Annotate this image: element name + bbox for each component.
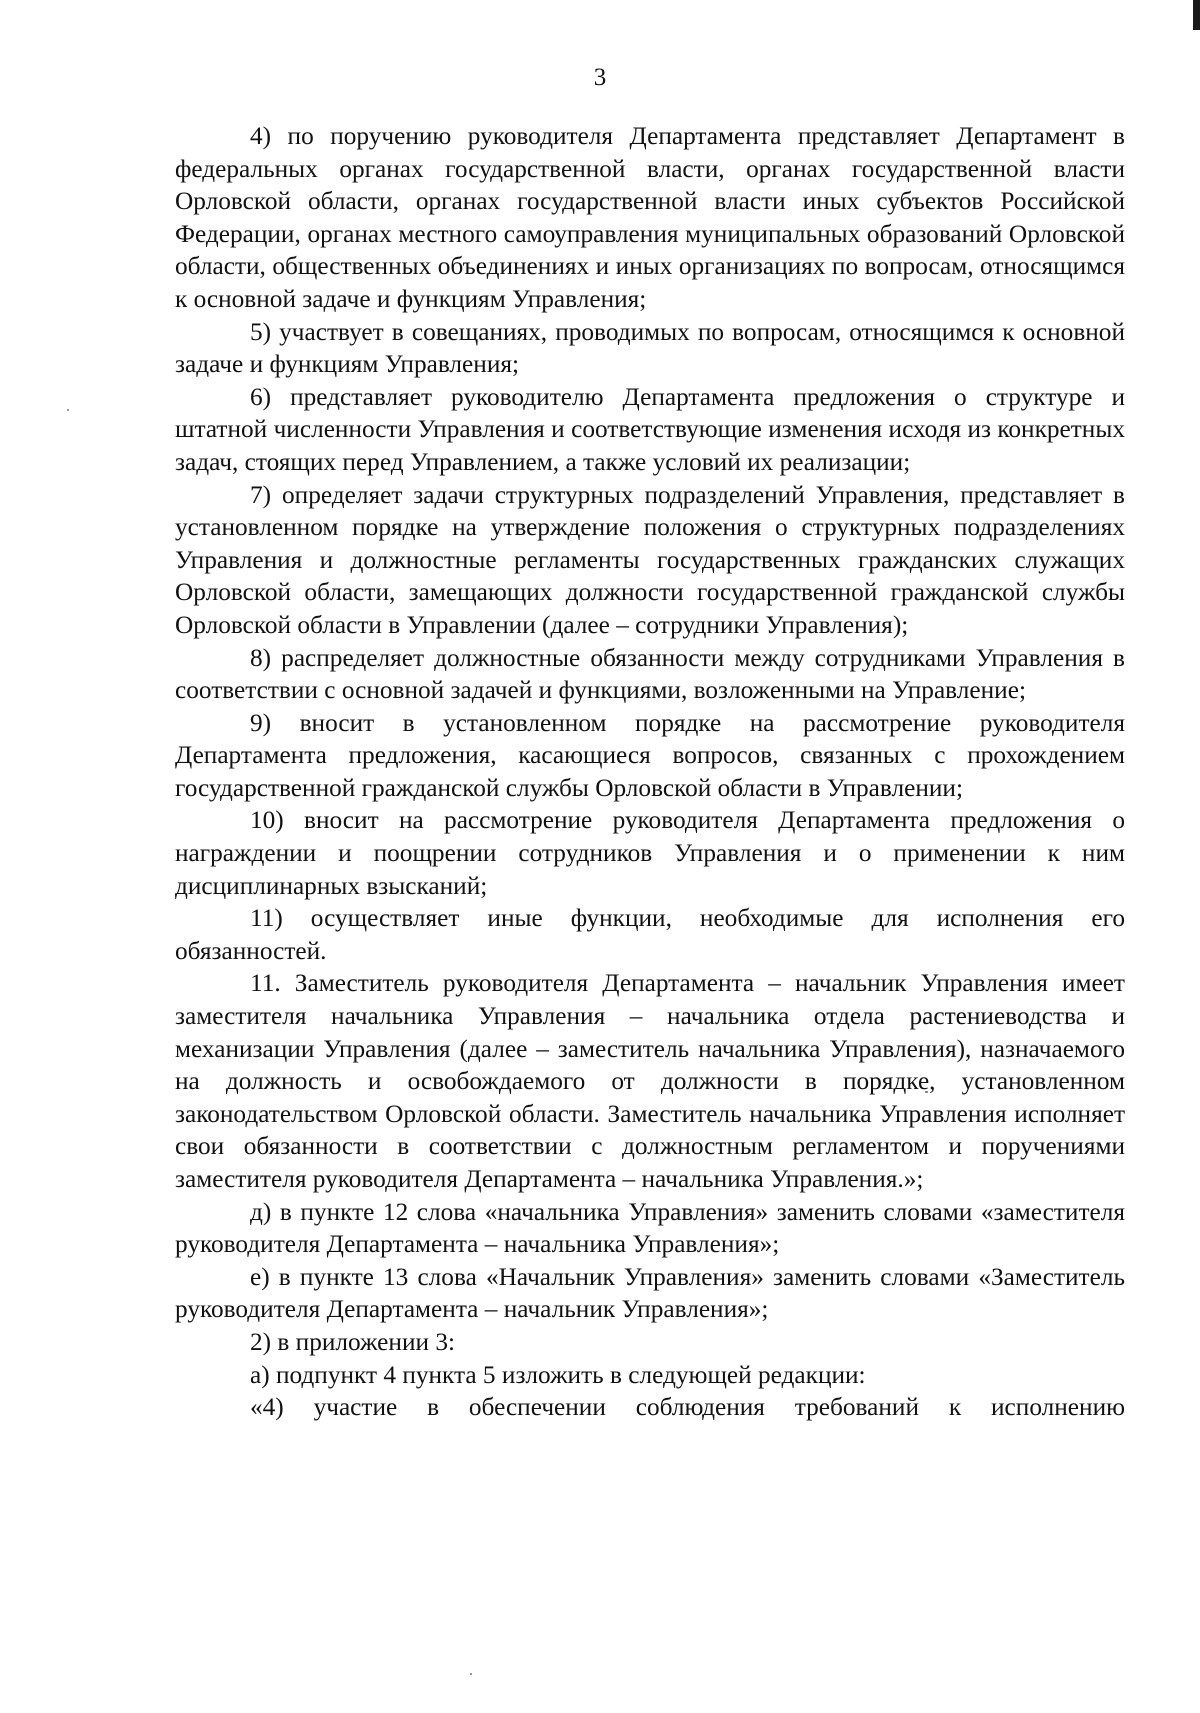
paragraph-item-5: 5) участвует в совещаниях, проводимых по вопросам, относящимся к основной задаче и функциям Управления;: [175, 317, 1125, 379]
paragraph-subclause-a: а) подпункт 4 пункта 5 изложить в следующей редакции:: [250, 1360, 866, 1389]
paragraph-item-6: 6) представляет руководителю Департамента предложения о структуре и штатной численности Управления и соответствующие изменения исходя из конкретных задач, стоящих перед Управлением, а также условий их реализации;: [175, 382, 1125, 476]
paragraph-appendix-3: 2) в приложении 3:: [250, 1327, 456, 1356]
document-body: [175, 120, 1125, 1424]
paragraph-item-4: 4) по поручению руководителя Департамента представляет Департамент в федеральных органах государственной власти, органах государственной власти Орловской области, органах государственной власти иных субъектов Российской Федерации, органах местного самоуправления муниципальных образований Орловской области, общественных объединениях и иных организациях по вопросам, относящимся к основной задаче и функциям Управления;: [175, 122, 1125, 313]
paragraph-item-10: 10) вносит на рассмотрение руководителя Департамента предложения о награждении и поощрении сотрудников Управления и о применении к ним дисциплинарных взысканий;: [175, 806, 1125, 900]
paragraph-subclause-e: е) в пункте 13 слова «Начальник Управления» заменить словами «Заместитель руководителя Департамента – начальник Управления»;: [175, 1262, 1125, 1324]
scan-edge-mark: [1193, 0, 1200, 30]
scan-speck: [67, 409, 69, 411]
paragraph-quoted-item-4: «4) участие в обеспечении соблюдения требований к исполнению: [250, 1393, 1125, 1422]
page-number: 3: [593, 64, 607, 91]
paragraph-clause-11: 11. Заместитель руководителя Департамента – начальник Управления имеет заместителя начальника Управления – начальника отдела растениеводства и механизации Управления (далее – заместитель начальника Управления), назначаемого на должность и освобождаемого от должности в порядке, установленном законодательством Орловской области. Заместитель начальника Управления исполняет свои обязанности в соответствии с должностным регламентом и поручениями заместителя руководителя Департамента – начальника Управления.»;: [175, 969, 1125, 1193]
paragraph-item-8: 8) распределяет должностные обязанности между сотрудниками Управления в соответствии с основной задачей и функциями, возложенными на Управление;: [175, 643, 1125, 705]
paragraph-subclause-d: д) в пункте 12 слова «начальника Управления» заменить словами «заместителя руководителя Департамента – начальника Управления»;: [175, 1197, 1125, 1259]
paragraph-item-11: 11) осуществляет иные функции, необходимые для исполнения его обязанностей.: [175, 904, 1125, 965]
scan-speck: [470, 1673, 472, 1675]
paragraph-item-9: 9) вносит в установленном порядке на рассмотрение руководителя Департамента предложения, касающиеся вопросов, связанных с прохождением государственной гражданской службы Орловской области в Управлении;: [175, 708, 1125, 802]
paragraph-item-7: 7) определяет задачи структурных подразделений Управления, представляет в установленном порядке на утверждение положения о структурных подразделениях Управления и должностные регламенты государственных гражданских служащих Орловской области, замещающих должности государственной гражданской службы Орловской области в Управлении (далее – сотрудники Управления);: [175, 480, 1125, 639]
